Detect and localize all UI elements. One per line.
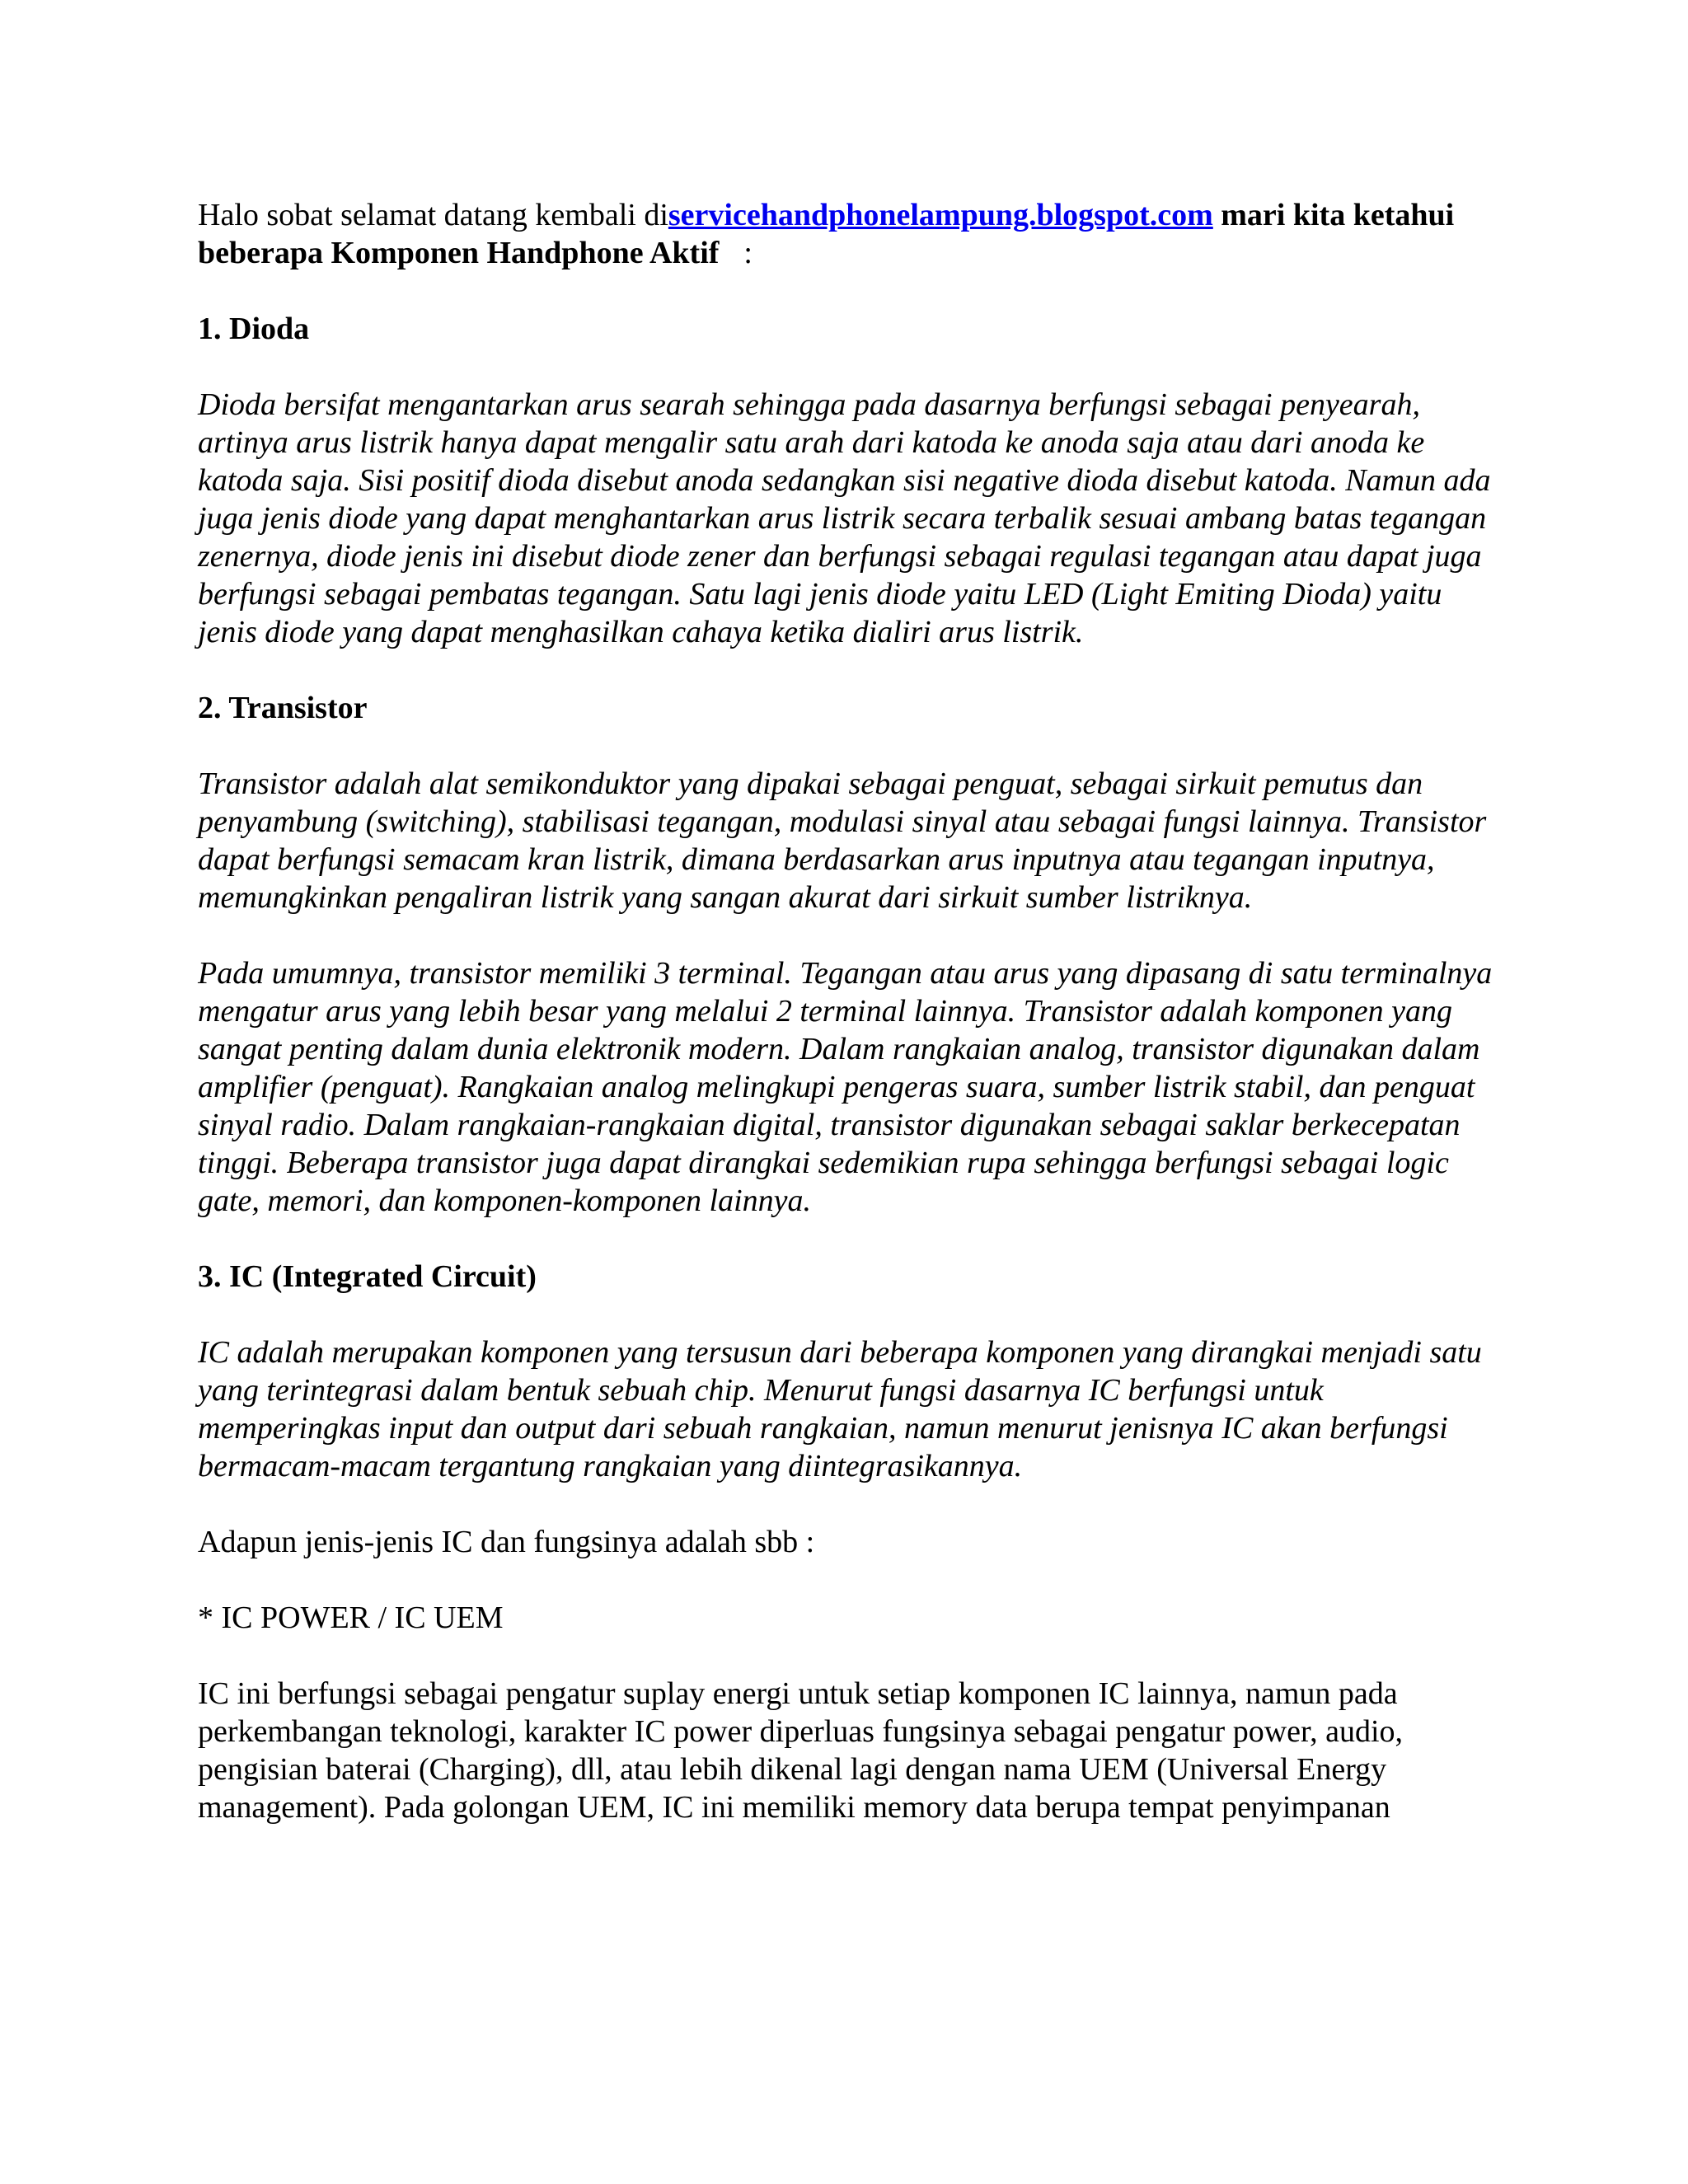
blog-link[interactable]: servicehandphonelampung.blogspot.com — [668, 198, 1213, 232]
transistor-paragraph-2: Pada umumnya, transistor memiliki 3 terminal. Tegangan atau arus yang dipasang di satu terminalnya mengatur arus yang lebih besar yang melalui 2 terminal lainnya. Transistor adalah komponen yang sangat penting dalam dunia elektronik modern. Dalam rangkaian analog, transistor digunakan dalam amplifier (penguat). Rangkaian analog melingkupi pengeras suara, sumber listrik stabil, dan penguat sinyal radio. Dalam rangkaian-rangkaian digital, transistor digunakan sebagai saklar berkecepatan tinggi. Beberapa transistor juga dapat dirangkai sedemikian rupa sehingga berfungsi sebagai logic gate, memori, dan komponen-komponen lainnya. — [198, 956, 1493, 1218]
ic-paragraph: IC adalah merupakan komponen yang tersusun dari beberapa komponen yang dirangkai menjadi satu yang terintegrasi dalam bentuk sebuah chip. Menurut fungsi dasarnya IC berfungsi untuk memperingkas input dan output dari sebuah rangkaian, namun menurut jenisnya IC akan berfungsi bermacam-macam tergantung rangkaian yang diintegrasikannya. — [198, 1335, 1482, 1483]
intro-paragraph — [198, 196, 1500, 272]
dioda-paragraph: Dioda bersifat mengantarkan arus searah sehingga pada dasarnya berfungsi sebagai penyearah, artinya arus listrik hanya dapat mengalir satu arah dari katoda ke anoda saja atau dari anoda ke katoda saja. Sisi positif dioda disebut anoda sedangkan sisi negative dioda disebut katoda. Namun ada juga jenis diode yang dapat menghantarkan arus listrik secara terbalik sesuai ambang batas tegangan zenernya, diode jenis ini disebut diode zener dan berfungsi sebagai regulasi tegangan atau dapat juga berfungsi sebagai pembatas tegangan. Satu lagi jenis diode yaitu LED (Light Emiting Dioda) yaitu jenis diode yang dapat menghasilkan cahaya ketika dialiri arus listrik. — [198, 387, 1491, 649]
heading-ic: 3. IC (Integrated Circuit) — [198, 1259, 537, 1294]
ic-power-paragraph: IC ini berfungsi sebagai pengatur suplay energi untuk setiap komponen IC lainnya, namun pada perkembangan teknologi, karakter IC power diperluas fungsinya sebagai pengatur power, audio, pengisian baterai (Charging), dll, atau lebih dikenal lagi dengan nama UEM (Universal Energy management). Pada golongan UEM, IC ini memiliki memory data berupa tempat penyimpanan — [198, 1676, 1404, 1825]
intro-bold-text: mari kita ketahui beberapa Komponen Handphone Aktif — [198, 198, 1455, 270]
heading-transistor: 2. Transistor — [198, 691, 368, 725]
intro-colon: : — [743, 236, 753, 270]
document-page — [198, 196, 1500, 1826]
transistor-paragraph-1: Transistor adalah alat semikonduktor yang dipakai sebagai penguat, sebagai sirkuit pemutus dan penyambung (switching), stabilisasi tegangan, modulasi sinyal atau sebagai fungsi lainnya. Transistor dapat berfungsi semacam kran listrik, dimana berdasarkan arus inputnya atau tegangan inputnya, memungkinkan pengaliran listrik yang sangan akurat dari sirkuit sumber listriknya. — [198, 766, 1487, 915]
heading-dioda: 1. Dioda — [198, 312, 310, 346]
ic-power-heading: * IC POWER / IC UEM — [198, 1601, 504, 1635]
intro-text: Halo sobat selamat datang kembali di — [198, 198, 668, 232]
ic-types-intro: Adapun jenis-jenis IC dan fungsinya adalah sbb : — [198, 1525, 815, 1559]
